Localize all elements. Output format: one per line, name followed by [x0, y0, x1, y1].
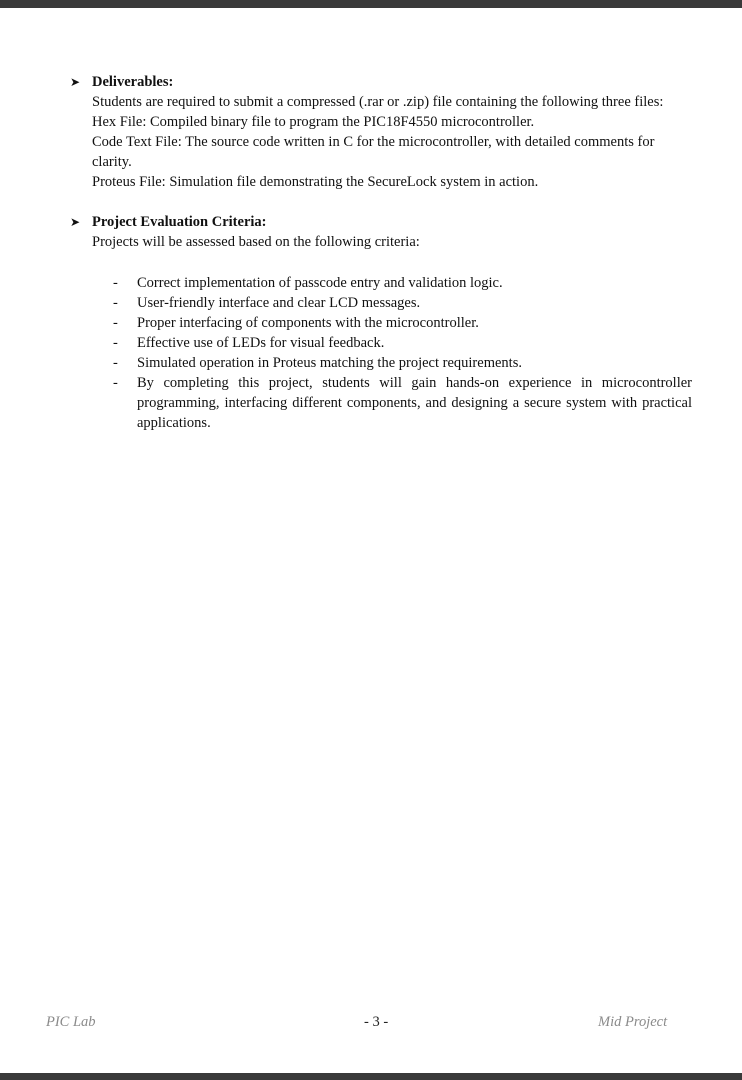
- evaluation-heading: Project Evaluation Criteria:: [92, 214, 267, 230]
- list-item: [113, 353, 692, 373]
- dash-bullet-icon: -: [113, 295, 118, 311]
- dash-bullet-icon: -: [113, 335, 118, 351]
- dash-bullet-icon: -: [113, 355, 118, 371]
- criteria-text: Proper interfacing of components with the microcontroller.: [137, 315, 479, 331]
- deliverables-line: Code Text File: The source code written in C for the microcontroller, with detailed comments for clarity.: [92, 134, 655, 170]
- evaluation-heading-row: [70, 212, 692, 232]
- footer-page-number: - 3 -: [364, 1014, 389, 1030]
- deliverables-body: [92, 92, 692, 192]
- criteria-text: Simulated operation in Proteus matching the project requirements.: [137, 355, 522, 371]
- list-item: [113, 333, 692, 353]
- evaluation-intro: Projects will be assessed based on the following criteria:: [92, 234, 420, 250]
- criteria-list: [113, 273, 692, 433]
- list-item: [113, 273, 692, 293]
- arrowhead-bullet-icon: ➤: [70, 75, 81, 89]
- list-item: [113, 313, 692, 333]
- deliverables-section: [70, 72, 692, 192]
- dash-bullet-icon: -: [113, 275, 118, 291]
- arrowhead-bullet-icon: ➤: [70, 215, 81, 229]
- criteria-text: User-friendly interface and clear LCD messages.: [137, 295, 421, 311]
- list-item: [113, 373, 692, 433]
- evaluation-section: [70, 212, 692, 252]
- page-bottom-border: [0, 1073, 742, 1080]
- evaluation-body: [92, 232, 692, 252]
- dash-bullet-icon: -: [113, 375, 118, 391]
- criteria-text: Effective use of LEDs for visual feedback.: [137, 335, 385, 351]
- criteria-text: By completing this project, students will gain hands-on experience in microcontroller programming, interfacing different components, and designing a secure system with practical applications.: [137, 375, 692, 431]
- list-item: [113, 293, 692, 313]
- deliverables-line: Hex File: Compiled binary file to program the PIC18F4550 microcontroller.: [92, 114, 535, 130]
- deliverables-heading-row: [70, 72, 692, 92]
- criteria-text: Correct implementation of passcode entry and validation logic.: [137, 275, 503, 291]
- deliverables-line: Students are required to submit a compressed (.rar or .zip) file containing the following three files:: [92, 94, 664, 110]
- footer-project-name: Mid Project: [598, 1014, 668, 1030]
- footer-course-name: PIC Lab: [46, 1014, 96, 1030]
- dash-bullet-icon: -: [113, 315, 118, 331]
- deliverables-line: Proteus File: Simulation file demonstrating the SecureLock system in action.: [92, 174, 539, 190]
- deliverables-heading: Deliverables:: [92, 74, 174, 90]
